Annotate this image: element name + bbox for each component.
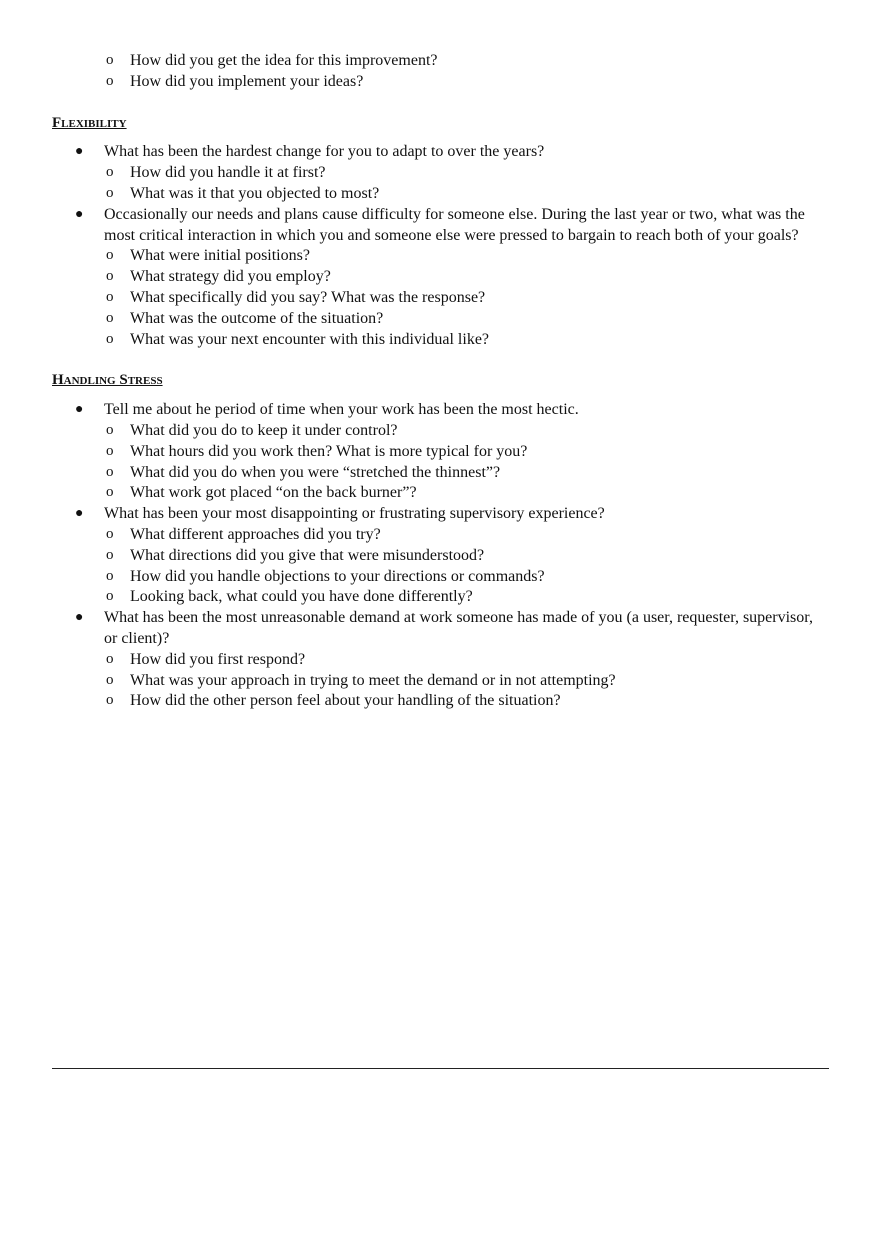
document-body	[0, 51, 880, 712]
follow-up-item	[0, 309, 880, 330]
circle-bullet-icon: o	[106, 164, 114, 181]
item-text: What was the outcome of the situation?	[130, 309, 384, 327]
item-text: How did you get the idea for this improvement?	[130, 52, 438, 69]
follow-up-item	[0, 650, 880, 671]
item-text: Occasionally our needs and plans cause difficulty for someone else. During the last year or two, what was the most critical interaction in which you and someone else were pressed to bargain to reach both of your goals?	[104, 205, 805, 244]
follow-up-item	[0, 442, 880, 463]
question-item	[0, 504, 880, 525]
item-text: Looking back, what could you have done differently?	[130, 588, 473, 606]
circle-bullet-icon: o	[106, 268, 114, 285]
item-text: What specifically did you say? What was the response?	[130, 288, 486, 306]
item-text: What has been the most unreasonable demand at work someone has made of you (a user, requester, supervisor, or client)?	[104, 609, 813, 647]
follow-up-item	[0, 184, 880, 205]
item-text: How did you implement your ideas?	[130, 72, 364, 90]
question-item	[0, 400, 880, 421]
follow-up-item	[0, 330, 880, 351]
circle-bullet-icon: o	[106, 442, 114, 459]
item-text: What were initial positions?	[130, 247, 310, 265]
item-text: What hours did you work then? What is more typical for you?	[130, 442, 528, 460]
follow-up-item	[0, 525, 880, 546]
follow-up-item	[0, 72, 880, 93]
follow-up-item	[0, 587, 880, 608]
circle-bullet-icon: o	[106, 588, 114, 605]
follow-up-item	[0, 246, 880, 267]
circle-bullet-icon: o	[106, 184, 114, 201]
item-text: What has been your most disappointing or frustrating supervisory experience?	[104, 505, 605, 523]
question-item	[0, 205, 880, 247]
circle-bullet-icon: o	[106, 463, 114, 480]
follow-up-item	[0, 691, 880, 712]
circle-bullet-icon: o	[106, 692, 114, 709]
bullet-icon: ●	[75, 506, 84, 522]
bullet-icon: ●	[75, 206, 84, 222]
circle-bullet-icon: o	[106, 288, 114, 305]
circle-bullet-icon: o	[106, 546, 114, 563]
item-text: What was your next encounter with this individual like?	[130, 330, 490, 348]
follow-up-item	[0, 163, 880, 184]
footer-divider	[52, 1068, 829, 1069]
circle-bullet-icon: o	[106, 525, 114, 542]
follow-up-item	[0, 421, 880, 442]
question-item	[0, 142, 880, 163]
circle-bullet-icon: o	[106, 650, 114, 667]
item-text: Tell me about he period of time when your work has been the most hectic.	[104, 401, 579, 419]
item-text: What did you do when you were “stretched the thinnest”?	[130, 463, 501, 481]
follow-up-item	[0, 671, 880, 692]
circle-bullet-icon: o	[106, 247, 114, 264]
item-text: How did you handle it at first?	[130, 164, 326, 182]
circle-bullet-icon: o	[106, 671, 114, 688]
item-text: What work got placed “on the back burner”?	[130, 484, 417, 502]
circle-bullet-icon: o	[106, 72, 114, 89]
item-text: What strategy did you employ?	[130, 268, 331, 286]
circle-bullet-icon: o	[106, 484, 114, 501]
circle-bullet-icon: o	[106, 330, 114, 347]
section-heading: Handling Stress	[52, 372, 163, 389]
circle-bullet-icon: o	[106, 421, 114, 438]
follow-up-item	[0, 546, 880, 567]
follow-up-item	[0, 267, 880, 288]
bullet-icon: ●	[75, 610, 84, 626]
circle-bullet-icon: o	[106, 309, 114, 326]
item-text: How did you handle objections to your directions or commands?	[130, 567, 545, 585]
item-text: What directions did you give that were misunderstood?	[130, 546, 485, 564]
follow-up-item	[0, 483, 880, 504]
item-text: What has been the hardest change for you to adapt to over the years?	[104, 143, 545, 161]
question-item	[0, 608, 880, 650]
item-text: What did you do to keep it under control?	[130, 421, 398, 439]
follow-up-item	[0, 567, 880, 588]
follow-up-item	[0, 463, 880, 484]
circle-bullet-icon: o	[106, 52, 114, 68]
section-heading: Flexibility	[52, 114, 127, 131]
follow-up-item	[0, 288, 880, 309]
item-text: How did the other person feel about your handling of the situation?	[130, 692, 561, 710]
item-text: What was it that you objected to most?	[130, 184, 380, 202]
bullet-icon: ●	[75, 144, 84, 160]
item-text: How did you first respond?	[130, 650, 306, 668]
follow-up-item	[0, 51, 880, 72]
circle-bullet-icon: o	[106, 567, 114, 584]
item-text: What different approaches did you try?	[130, 525, 381, 543]
bullet-icon: ●	[75, 402, 84, 418]
item-text: What was your approach in trying to meet the demand or in not attempting?	[130, 671, 616, 689]
